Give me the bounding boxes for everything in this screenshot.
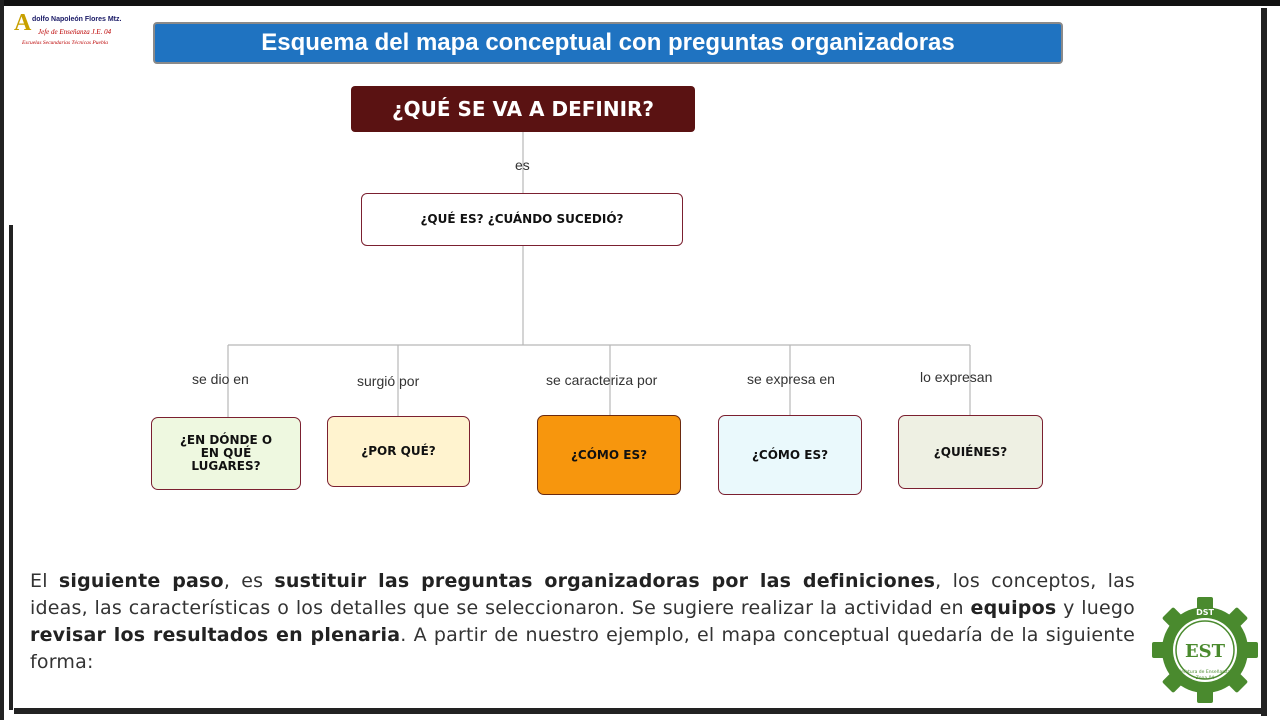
- leaf-node-como-es-1: ¿CÓMO ES?: [537, 415, 681, 495]
- leaf-node-por-que: ¿POR QUÉ?: [327, 416, 470, 487]
- leaf-node-como-es-2: ¿CÓMO ES?: [718, 415, 862, 495]
- logo-line-3: Escuelas Secundarias Técnicas Puebla: [22, 40, 108, 46]
- link-label-es: es: [515, 157, 530, 173]
- logo-letter: A: [14, 10, 32, 36]
- emblem-top-text: DST: [1196, 608, 1214, 617]
- link-label-surgio-por: surgió por: [357, 373, 420, 389]
- leaf-node-quienes: ¿QUIÉNES?: [898, 415, 1043, 489]
- leaf-node-donde: [151, 417, 301, 490]
- link-label-se-caracteriza-por: se caracteriza por: [546, 372, 658, 388]
- link-label-se-expresa-en: se expresa en: [747, 371, 835, 387]
- leaf-text: ¿EN DÓNDE O EN QUÉ LUGARES?: [179, 433, 273, 473]
- root-node: ¿QUÉ SE VA A DEFINIR?: [351, 86, 695, 132]
- page-title: Esquema del mapa conceptual con preguntas organizadoras: [153, 22, 1063, 64]
- emblem-center-text: EST: [1184, 641, 1226, 662]
- emblem-bottom-text: Jefatura de Enseñanza: [1179, 670, 1231, 675]
- explanation-paragraph: El siguiente paso, es sustituir las preguntas organizadoras por las definiciones, los conceptos, las ideas, las características o los detalles que se seleccionaron. Se sugiere realizar la actividad en equipos y luego revisar los resultados en plenaria. A partir de nuestro ejemplo, el mapa conceptual quedaría de la siguiente forma:: [30, 570, 1136, 673]
- logo-line-1: dolfo Napoleón Flores Mtz.: [32, 16, 122, 23]
- link-label-se-dio-en: se dio en: [192, 371, 249, 387]
- emblem-zone-text: Zona 04: [1195, 676, 1215, 681]
- link-label-lo-expresan: lo expresan: [920, 369, 993, 385]
- second-node: ¿QUÉ ES? ¿CUÁNDO SUCEDIÓ?: [361, 193, 683, 246]
- logo-line-2: Jefe de Enseñanza J.E. 04: [38, 28, 112, 36]
- dst-gear-emblem: [1150, 595, 1260, 705]
